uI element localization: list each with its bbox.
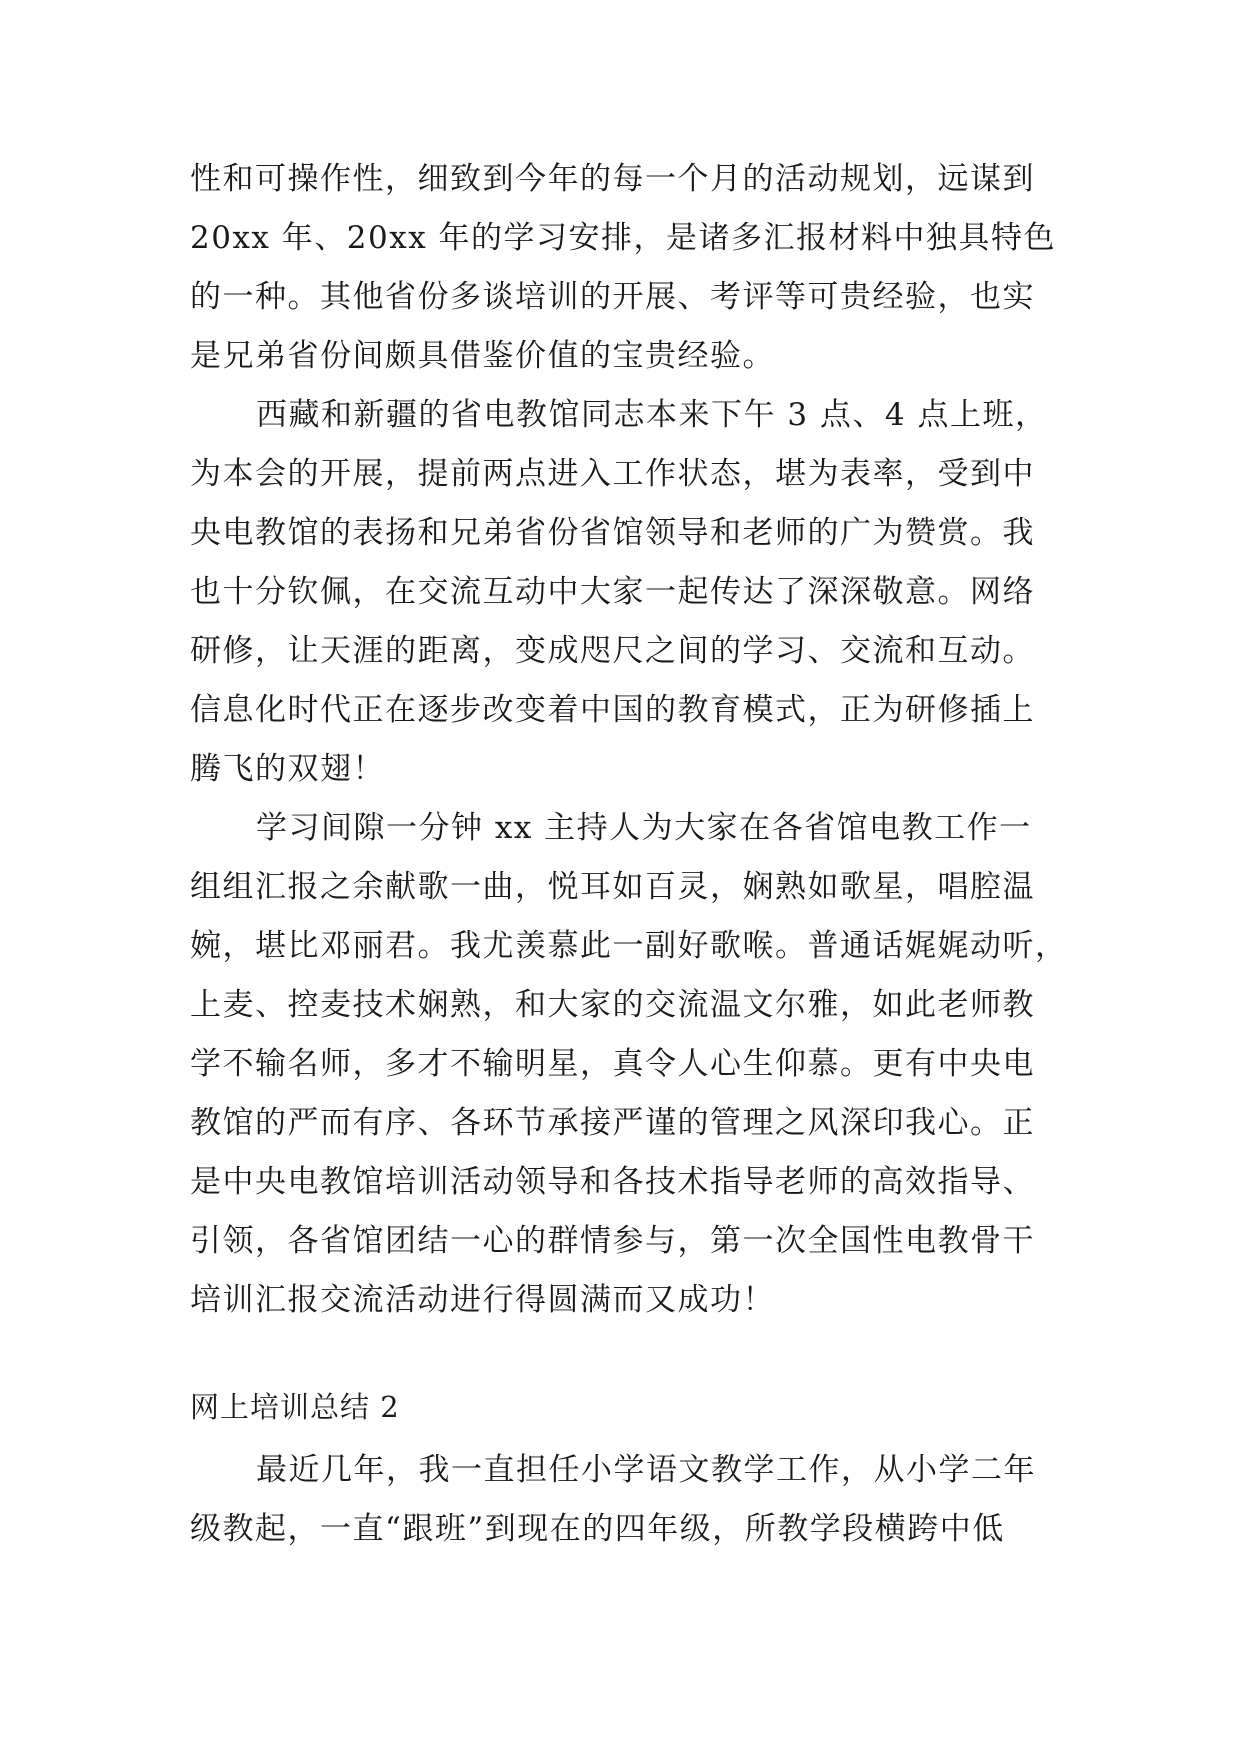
paragraph-line: 最近几年，我一直担任小学语文教学工作，从小学二年 bbox=[256, 1452, 1036, 1488]
paragraph-line: 的一种。其他省份多谈培训的开展、考评等可贵经验，也实 bbox=[190, 279, 1035, 315]
paragraph-line: 腾飞的双翅！ bbox=[190, 751, 385, 787]
paragraph-line: 西藏和新疆的省电教馆同志本来下午 3 点、4 点上班， bbox=[256, 397, 1048, 433]
paragraph-line: 学不输名师，多才不输明星，真令人心生仰慕。更有中央电 bbox=[190, 1046, 1035, 1082]
paragraph-line: 培训汇报交流活动进行得圆满而又成功！ bbox=[190, 1282, 775, 1318]
paragraph-line: 上麦、控麦技术娴熟，和大家的交流温文尔雅，如此老师教 bbox=[190, 987, 1035, 1023]
paragraph-line: 是兄弟省份间颇具借鉴价值的宝贵经验。 bbox=[190, 338, 775, 374]
paragraph-line: 也十分钦佩，在交流互动中大家一起传达了深深敬意。网络 bbox=[190, 574, 1035, 610]
paragraph-line: 级教起，一直“跟班”到现在的四年级，所教学段横跨中低 bbox=[190, 1511, 1005, 1547]
paragraph-line: 20xx 年、20xx 年的学习安排，是诸多汇报材料中独具特色 bbox=[190, 220, 1057, 256]
paragraph-line: 婉，堪比邓丽君。我尤羡慕此一副好歌喉。普通话娓娓动听， bbox=[190, 928, 1068, 964]
paragraph-line: 引领，各省馆团结一心的群情参与，第一次全国性电教骨干 bbox=[190, 1223, 1035, 1259]
paragraph-line: 央电教馆的表扬和兄弟省份省馆领导和老师的广为赞赏。我 bbox=[190, 515, 1035, 551]
paragraph-line: 性和可操作性，细致到今年的每一个月的活动规划，远谋到 bbox=[190, 161, 1035, 197]
paragraph-2 bbox=[190, 386, 1060, 799]
paragraph-line: 信息化时代正在逐步改变着中国的教育模式，正为研修插上 bbox=[190, 692, 1035, 728]
section-2 bbox=[190, 1378, 1060, 1437]
paragraph-line: 组组汇报之余献歌一曲，悦耳如百灵，娴熟如歌星，唱腔温 bbox=[190, 869, 1035, 905]
paragraph-line: 教馆的严而有序、各环节承接严谨的管理之风深印我心。正 bbox=[190, 1105, 1035, 1141]
section-heading: 网上培训总结 2 bbox=[190, 1390, 400, 1424]
paragraph-3 bbox=[190, 799, 1068, 1330]
paragraph-4 bbox=[190, 1441, 1060, 1559]
paragraph-1 bbox=[190, 150, 1060, 386]
paragraph-line: 是中央电教馆培训活动领导和各技术指导老师的高效指导、 bbox=[190, 1164, 1035, 1200]
paragraph-line: 学习间隙一分钟 xx 主持人为大家在各省馆电教工作一 bbox=[256, 810, 1032, 846]
paragraph-line: 为本会的开展，提前两点进入工作状态，堪为表率，受到中 bbox=[190, 456, 1035, 492]
paragraph-line: 研修，让天涯的距离，变成咫尺之间的学习、交流和互动。 bbox=[190, 633, 1035, 669]
